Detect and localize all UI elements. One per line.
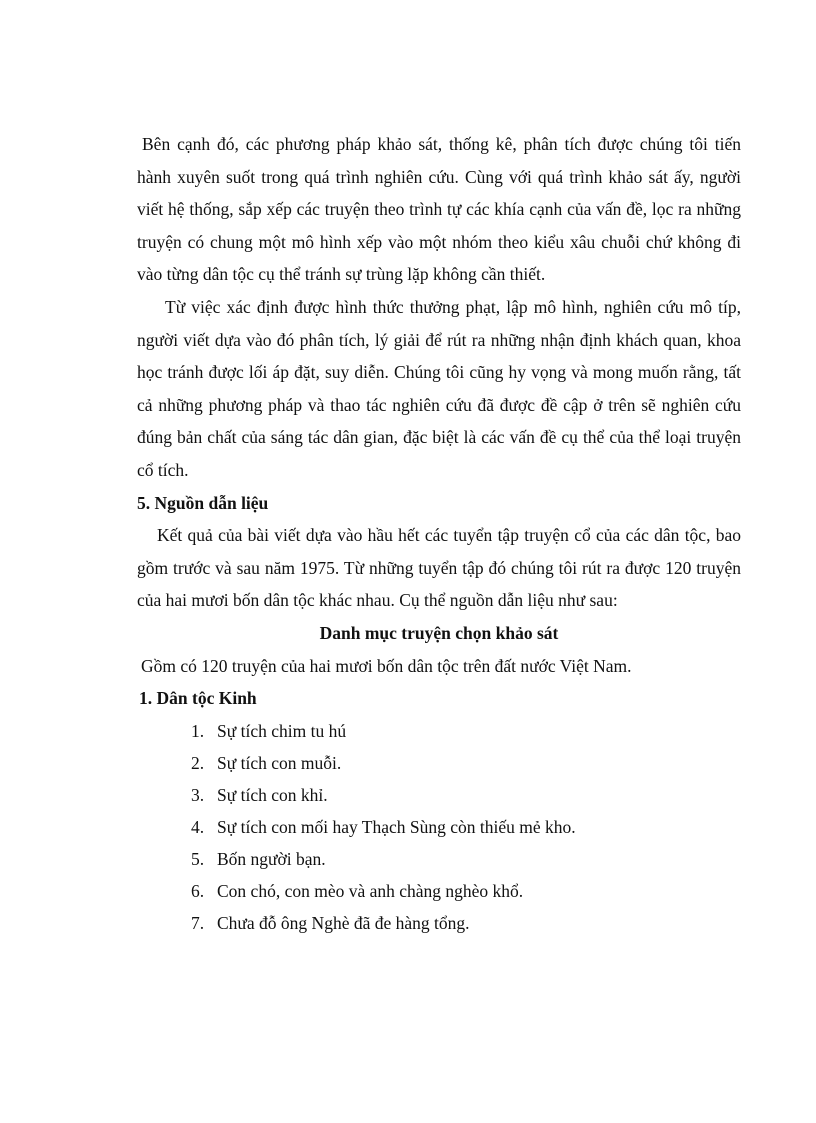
list-item <box>137 875 741 907</box>
list-item <box>137 907 741 939</box>
list-item <box>137 843 741 875</box>
list-item-text: Sự tích con mối hay Thạch Sùng còn thiếu mẻ kho. <box>217 816 576 837</box>
list-item-text: Bốn người bạn. <box>217 849 326 870</box>
document-page <box>137 128 741 939</box>
list-item-number: 7. <box>191 913 205 934</box>
list-item-number: 3. <box>191 784 205 805</box>
list-item-number: 5. <box>191 849 205 870</box>
story-list <box>137 715 741 940</box>
group-heading-kinh: 1. Dân tộc Kinh <box>139 688 257 709</box>
list-item-number: 4. <box>191 816 205 837</box>
list-item-text: Chưa đỗ ông Nghè đã đe hàng tổng. <box>217 913 470 934</box>
paragraph-analysis: Từ việc xác định được hình thức thưởng phạt, lập mô hình, nghiên cứu mô típ, người viết dựa vào đó phân tích, lý giải để rút ra những nhận định khách quan, khoa học tránh được lối áp đặt, suy diễn. Chúng tôi cũng hy vọng và mong muốn rằng, tất cả những phương pháp và thao tác nghiên cứu đã được đề cập ở trên sẽ nghiên cứu đúng bản chất của sáng tác dân gian, đặc biệt là các vấn đề cụ thể của thể loại truyện cổ tích. <box>137 296 741 480</box>
section-heading-sources: 5. Nguồn dẫn liệu <box>137 492 269 513</box>
list-item <box>137 811 741 843</box>
list-item <box>137 779 741 811</box>
list-item <box>137 747 741 779</box>
list-item-text: Con chó, con mèo và anh chàng nghèo khổ. <box>217 881 524 902</box>
paragraph-methods: Bên cạnh đó, các phương pháp khảo sát, thống kê, phân tích được chúng tôi tiến hành xuyên suốt trong quá trình nghiên cứu. Cùng với quá trình khảo sát ấy, người viết hệ thống, sắp xếp các truyện theo trình tự các khía cạnh của vấn đề, lọc ra những truyện có chung một mô hình xếp vào một nhóm theo kiểu xâu chuỗi chứ không đi vào từng dân tộc cụ thể tránh sự trùng lặp không cần thiết. <box>137 134 741 285</box>
list-item-number: 1. <box>191 720 205 741</box>
list-item-text: Sự tích con khỉ. <box>217 784 328 805</box>
paragraph-sources: Kết quả của bài viết dựa vào hầu hết các tuyển tập truyện cổ của các dân tộc, bao gồm trước và sau năm 1975. Từ những tuyển tập đó chúng tôi rút ra được 120 truyện của hai mươi bốn dân tộc khác nhau. Cụ thể nguồn dẫn liệu như sau: <box>137 525 741 611</box>
list-item-text: Sự tích chim tu hú <box>217 720 347 741</box>
list-item-number: 2. <box>191 752 205 773</box>
catalog-title: Danh mục truyện chọn khảo sát <box>319 622 559 643</box>
list-item <box>137 715 741 747</box>
list-item-text: Sự tích con muỗi. <box>217 752 342 773</box>
catalog-intro: Gồm có 120 truyện của hai mươi bốn dân tộc trên đất nước Việt Nam. <box>141 655 632 676</box>
list-item-number: 6. <box>191 881 205 902</box>
